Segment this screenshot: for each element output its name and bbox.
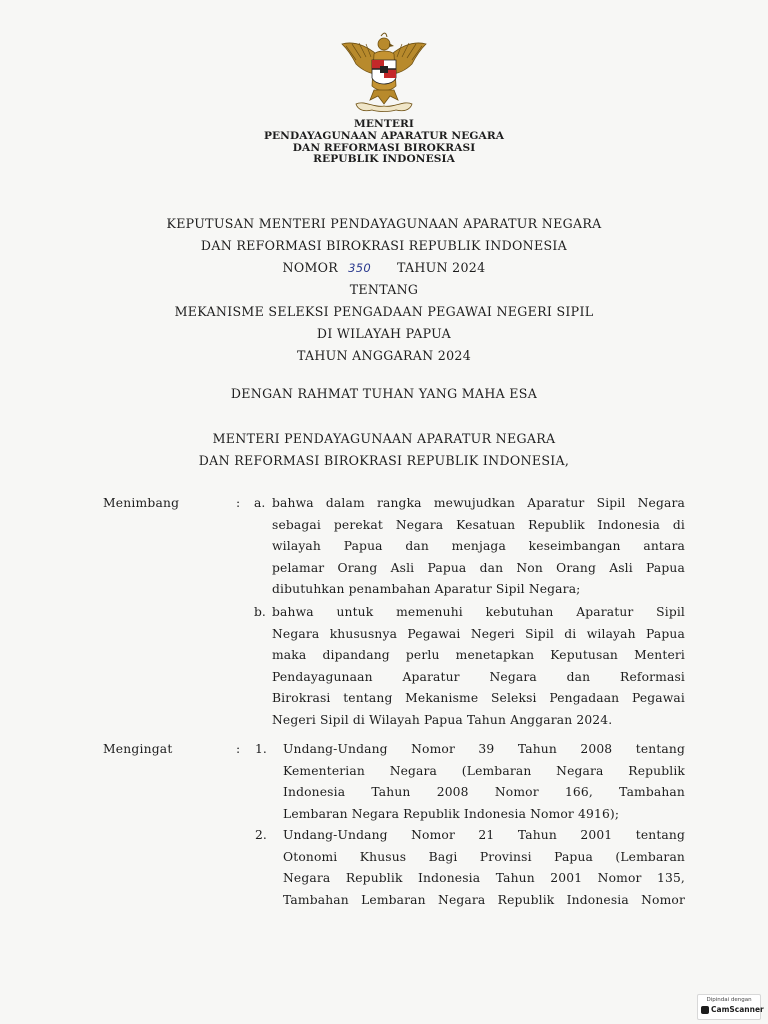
camscanner-name: CamScanner (711, 1005, 764, 1014)
list-marker: 2. (255, 828, 267, 842)
tahun-label: TAHUN 2024 (396, 260, 486, 275)
text-line: Pendayagunaan Aparatur Negara dan Reformasi (272, 669, 685, 684)
decree-line: DAN REFORMASI BIROKRASI REPUBLIK INDONESIA (200, 238, 568, 253)
tentang-label: TENTANG (349, 282, 419, 297)
rahmat-heading: DENGAN RAHMAT TUHAN YANG MAHA ESA (230, 386, 538, 401)
menteri-line: MENTERI PENDAYAGUNAAN APARATUR NEGARA (212, 431, 556, 446)
menimbang-colon: : (236, 496, 241, 510)
issuer-line: PENDAYAGUNAAN APARATUR NEGARA (263, 129, 505, 142)
text-line: sebagai perekat Negara Kesatuan Republik Indonesia di (272, 517, 685, 532)
issuer-line: REPUBLIK INDONESIA (313, 153, 455, 166)
mengingat-item-2 (283, 825, 685, 911)
menimbang-label: Menimbang (103, 496, 180, 510)
menteri-heading (0, 428, 768, 472)
decree-subject: MEKANISME SELEKSI PENGADAAN PEGAWAI NEGERI SIPIL (174, 304, 594, 319)
scanned-with-label: Dipindai dengan (706, 997, 752, 1003)
mengingat-item-1 (283, 739, 685, 825)
text-line: Kementerian Negara (Lembaran Negara Republik (283, 763, 685, 778)
text-line: Lembaran Negara Republik Indonesia Nomor 4916); (283, 806, 620, 821)
mengingat-colon: : (236, 742, 241, 756)
text-line: Indonesia Tahun 2008 Nomor 166, Tambahan (283, 785, 685, 799)
menimbang-item-a (272, 493, 685, 601)
decree-number-line (0, 257, 768, 279)
list-marker: a. (254, 496, 266, 510)
text-line: Negara khususnya Pegawai Negeri Sipil di wilayah Papua (272, 626, 685, 641)
menimbang-item-b (272, 602, 685, 731)
menteri-line: DAN REFORMASI BIROKRASI REPUBLIK INDONESIA, (198, 453, 570, 468)
issuer-line: DAN REFORMASI BIROKRASI (292, 141, 476, 154)
issuer-line: MENTERI (354, 118, 414, 130)
list-marker: b. (254, 605, 266, 619)
text-line: dibutuhkan penambahan Aparatur Sipil Negara; (272, 582, 581, 596)
text-line: Negeri Sipil di Wilayah Papua Tahun Anggaran 2024. (272, 712, 613, 727)
list-marker: 1. (255, 742, 267, 756)
text-line: wilayah Papua dan menjaga keseimbangan antara (272, 539, 685, 553)
text-line: Otonomi Khusus Bagi Provinsi Papua (Lembaran (283, 849, 685, 864)
decree-line: KEPUTUSAN MENTERI PENDAYAGUNAAN APARATUR NEGARA (166, 216, 602, 231)
nomor-label: NOMOR (282, 260, 339, 275)
text-line: Tambahan Lembaran Negara Republik Indonesia Nomor (283, 892, 685, 907)
camscanner-logo-icon (701, 1006, 709, 1014)
decree-title (0, 213, 768, 367)
text-line: Undang-Undang Nomor 21 Tahun 2001 tentang (283, 828, 685, 842)
text-line: maka dipandang perlu menetapkan Keputusan Menteri (272, 648, 685, 662)
text-line: Negara Republik Indonesia Tahun 2001 Nomor 135, (283, 871, 685, 885)
decree-subject: TAHUN ANGGARAN 2024 (296, 348, 472, 363)
text-line: pelamar Orang Asli Papua dan Non Orang Asli Papua (272, 560, 685, 575)
text-line: Undang-Undang Nomor 39 Tahun 2008 tentang (283, 742, 685, 756)
nomor-value: 350 (348, 261, 371, 275)
camscanner-badge (697, 994, 764, 1020)
text-line: bahwa untuk memenuhi kebutuhan Aparatur Sipil (272, 605, 685, 619)
text-line: bahwa dalam rangka mewujudkan Aparatur Sipil Negara (272, 496, 685, 510)
garuda-emblem-icon (334, 30, 434, 116)
text-line: Birokrasi tentang Mekanisme Seleksi Pengadaan Pegawai (272, 691, 685, 705)
issuer-heading (0, 119, 768, 166)
decree-subject: DI WILAYAH PAPUA (316, 326, 452, 341)
mengingat-label: Mengingat (103, 742, 173, 756)
